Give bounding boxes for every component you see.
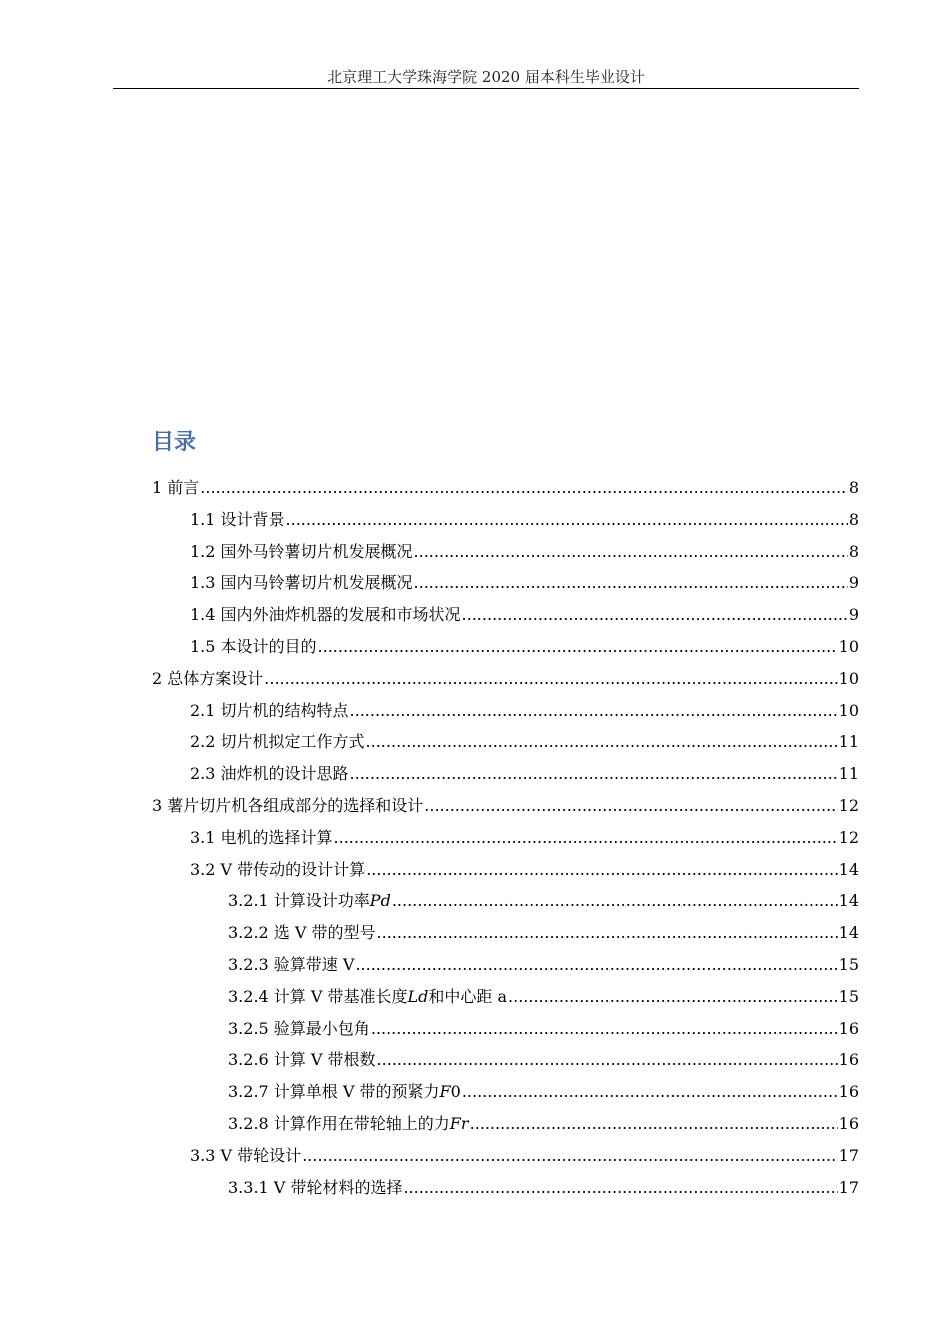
- toc-dot-leader: [200, 472, 848, 504]
- toc-dot-leader: [350, 695, 838, 727]
- toc-entry[interactable]: [190, 631, 859, 663]
- toc-entry-label: 3 薯片切片机各组成部分的选择和设计: [152, 796, 424, 815]
- toc-dot-leader: [392, 885, 838, 917]
- toc-entry[interactable]: [228, 917, 859, 949]
- toc-dot-leader: [424, 790, 837, 822]
- toc-entry-label: 3.1 电机的选择计算: [190, 827, 333, 847]
- toc-entry[interactable]: [190, 758, 859, 790]
- toc-entry-label: 1.2 国外马铃薯切片机发展概况: [190, 541, 413, 561]
- toc-dot-leader: [414, 536, 848, 568]
- toc-entry-page-number: 8: [848, 478, 859, 497]
- toc-dot-leader: [366, 726, 838, 758]
- toc-entry-label: 3.2 V 带传动的设计计算: [190, 859, 366, 879]
- toc-entry-page-number: 9: [848, 605, 859, 625]
- toc-entry[interactable]: [228, 885, 859, 917]
- toc-entry-page-number: 17: [838, 1145, 859, 1165]
- toc-entry[interactable]: [152, 790, 859, 822]
- toc-dot-leader: [414, 567, 848, 599]
- toc-entry-page-number: 16: [838, 1114, 859, 1133]
- header-rule: [113, 88, 859, 89]
- toc-entry[interactable]: [228, 1044, 859, 1076]
- toc-entry-label: 3.2.3 验算带速 V: [228, 955, 355, 974]
- toc-entry-page-number: 17: [838, 1177, 859, 1197]
- toc-dot-leader: [371, 1013, 838, 1045]
- toc-dot-leader: [350, 758, 838, 790]
- toc-entry[interactable]: [228, 1172, 859, 1204]
- toc-entry-page-number: 12: [838, 796, 859, 815]
- toc-entry-page-number: 14: [838, 891, 859, 911]
- toc-entry[interactable]: [190, 1140, 859, 1172]
- page-header: 北京理工大学珠海学院 2020 届本科生毕业设计: [327, 68, 645, 86]
- toc-dot-leader: [470, 1108, 838, 1140]
- toc-entry-page-number: 16: [838, 1050, 859, 1070]
- toc-dot-leader: [377, 917, 838, 949]
- toc-entry-label: 3.2.6 计算 V 带根数: [228, 1050, 376, 1070]
- toc-dot-leader: [355, 949, 837, 981]
- toc-entry-page-number: 11: [838, 732, 859, 752]
- toc-dot-leader: [403, 1172, 837, 1204]
- toc-dot-leader: [334, 822, 838, 854]
- toc-dot-leader: [366, 854, 837, 886]
- toc-entry-page-number: 14: [838, 859, 859, 879]
- toc-dot-leader: [377, 1044, 838, 1076]
- toc-dot-leader: [264, 663, 837, 695]
- toc-entry[interactable]: [190, 822, 859, 854]
- toc-entry-label: 3.2.7 计算单根 V 带的预紧力𝐹0: [228, 1082, 461, 1102]
- toc-entry[interactable]: [228, 1076, 859, 1108]
- toc-entry[interactable]: [190, 854, 859, 886]
- toc-entry-label: 1.5 本设计的目的: [190, 637, 317, 656]
- toc-entry-page-number: 16: [838, 1018, 859, 1038]
- toc-entry[interactable]: [190, 504, 859, 536]
- toc-entry-label: 1.3 国内马铃薯切片机发展概况: [190, 573, 413, 593]
- toc-entry[interactable]: [190, 567, 859, 599]
- toc-entry[interactable]: [152, 663, 859, 695]
- toc-dot-leader: [302, 1140, 837, 1172]
- toc-entry-page-number: 10: [838, 637, 859, 656]
- toc-entry-page-number: 15: [838, 986, 859, 1006]
- toc-entry-page-number: 8: [848, 541, 859, 561]
- toc-entry-page-number: 10: [838, 700, 859, 720]
- toc-entry-label: 1.1 设计背景: [190, 509, 285, 529]
- toc-entry-page-number: 11: [838, 764, 859, 784]
- toc-entry-label: 1.4 国内外油炸机器的发展和市场状况: [190, 605, 461, 625]
- toc-entry-label: 3.3 V 带轮设计: [190, 1145, 302, 1165]
- toc-entry[interactable]: [152, 472, 859, 504]
- toc-entry-label: 3.2.4 计算 V 带基准长度𝐿𝑑和中心距 a: [228, 986, 508, 1006]
- toc-title: 目录: [152, 430, 197, 455]
- toc-entry-label: 3.2.2 选 V 带的型号: [228, 923, 376, 943]
- toc-dot-leader: [508, 981, 838, 1013]
- toc-dot-leader: [318, 631, 838, 663]
- toc-entry[interactable]: [190, 599, 859, 631]
- toc-entry-label: 2.2 切片机拟定工作方式: [190, 732, 365, 752]
- toc-entry-page-number: 14: [838, 923, 859, 943]
- toc-dot-leader: [286, 504, 848, 536]
- toc-entry[interactable]: [228, 1013, 859, 1045]
- toc-entry-label: 3.3.1 V 带轮材料的选择: [228, 1177, 403, 1197]
- toc-entry-label: 2 总体方案设计: [152, 668, 264, 688]
- toc-entry-page-number: 16: [838, 1082, 859, 1102]
- toc-entry-page-number: 8: [848, 509, 859, 529]
- toc-entry-label: 3.2.5 验算最小包角: [228, 1018, 370, 1038]
- toc-entry-label: 2.3 油炸机的设计思路: [190, 764, 349, 784]
- toc-entry-label: 1 前言: [152, 478, 200, 497]
- toc-entry[interactable]: [190, 695, 859, 727]
- toc-entry-page-number: 15: [838, 955, 859, 974]
- toc-entry[interactable]: [228, 1108, 859, 1140]
- toc-entry[interactable]: [228, 949, 859, 981]
- toc-entry[interactable]: [190, 536, 859, 568]
- toc-dot-leader: [462, 1076, 838, 1108]
- toc-entry-page-number: 9: [848, 573, 859, 593]
- toc-entry-page-number: 12: [838, 827, 859, 847]
- toc-dot-leader: [462, 599, 848, 631]
- toc-entry-label: 3.2.8 计算作用在带轮轴上的力𝐹𝑟: [228, 1114, 469, 1133]
- toc-entry[interactable]: [190, 726, 859, 758]
- toc-entry[interactable]: [228, 981, 859, 1013]
- toc-entry-page-number: 10: [838, 668, 859, 688]
- toc-entry-label: 3.2.1 计算设计功率𝑃𝑑: [228, 891, 391, 911]
- toc-entry-label: 2.1 切片机的结构特点: [190, 700, 349, 720]
